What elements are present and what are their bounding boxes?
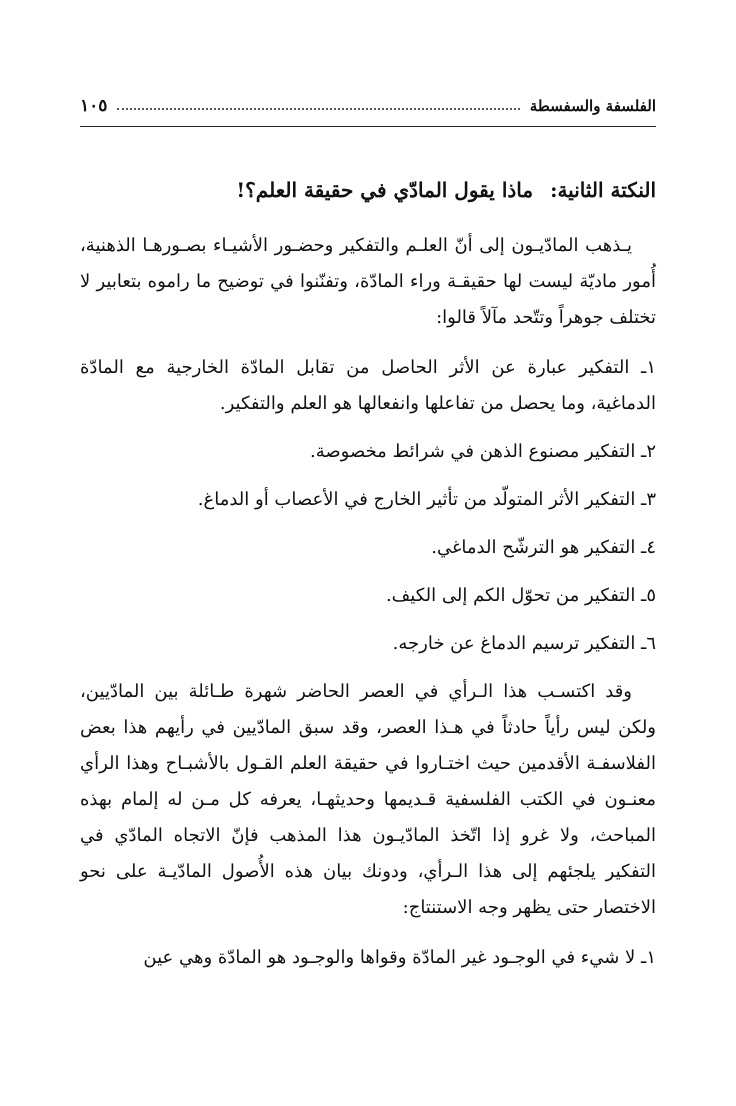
discussion-paragraph: وقد اكتسـب هذا الـرأي في العصر الحاضر شهرة طـائلة بين المادّيين، ولكن ليس رأياً حادثاً في هـذا العصر، وقد سبق المادّيين في رأيهم هذا بعض الفلاسفـة الأقدمين حيث اختـاروا في حقيقة العلم القـول بالأشبـاح وهذا الرأي معنـون في الكتب الفلسفية قـديمها وحديثهـا، يعرفه كل مـن له إلمام بهذه المباحث، ولا غرو إذا اتّخذ المادّيـون هذا المذهب فإنّ الاتجاه المادّي في التفكير يلجئهم إلى هذا الـرأي، ودونك بيان هذه الأُصول المادّيـة على نحو الاختصار حتى يظهر وجه الاستنتاج: [80,681,656,918]
section-heading [80,170,656,210]
section-label: النكتة الثانية: [550,178,656,202]
section-title: ماذا يقول المادّي في حقيقة العلم؟! [236,178,534,202]
principle-item: ١ـ لا شيء في الوجـود غير المادّة وقواها والوجـود هو المادّة وهي عين [143,947,656,968]
page-number: ١٠٥ [80,96,108,116]
definition-item: ٢ـ التفكير مصنوع الذهن في شرائط مخصوصة. [310,441,656,462]
running-title: الفلسفة والسفسطة [529,97,656,115]
leader-dots [117,108,519,110]
intro-paragraph: يـذهب المادّيـون إلى أنّ العلـم والتفكير وحضـور الأشيـاء بصـورهـا الذهنية، أُمور ماديّة ليست لها حقيقـة وراء المادّة، وتفنّنوا في توضيح ما راموه بتعابير لا تختلف جوهراً وتتّحد مآلاً قالوا: [80,235,656,328]
definition-item: ١ـ التفكير عبارة عن الأثر الحاصل من تقابل المادّة الخارجية مع المادّة الدماغية، وما يحصل من تفاعلها وانفعالها هو العلم والتفكير. [80,357,656,414]
page-body [80,170,656,988]
definition-item: ٤ـ التفكير هو الترشّح الدماغي. [431,537,656,558]
definition-item: ٦ـ التفكير ترسيم الدماغ عن خارجه. [392,633,656,654]
header-rule [80,126,656,127]
running-header [80,92,656,120]
definition-item: ٥ـ التفكير من تحوّل الكم إلى الكيف. [385,585,656,606]
definition-item: ٣ـ التفكير الأثر المتولّد من تأثير الخارج في الأعصاب أو الدماغ. [197,489,656,510]
